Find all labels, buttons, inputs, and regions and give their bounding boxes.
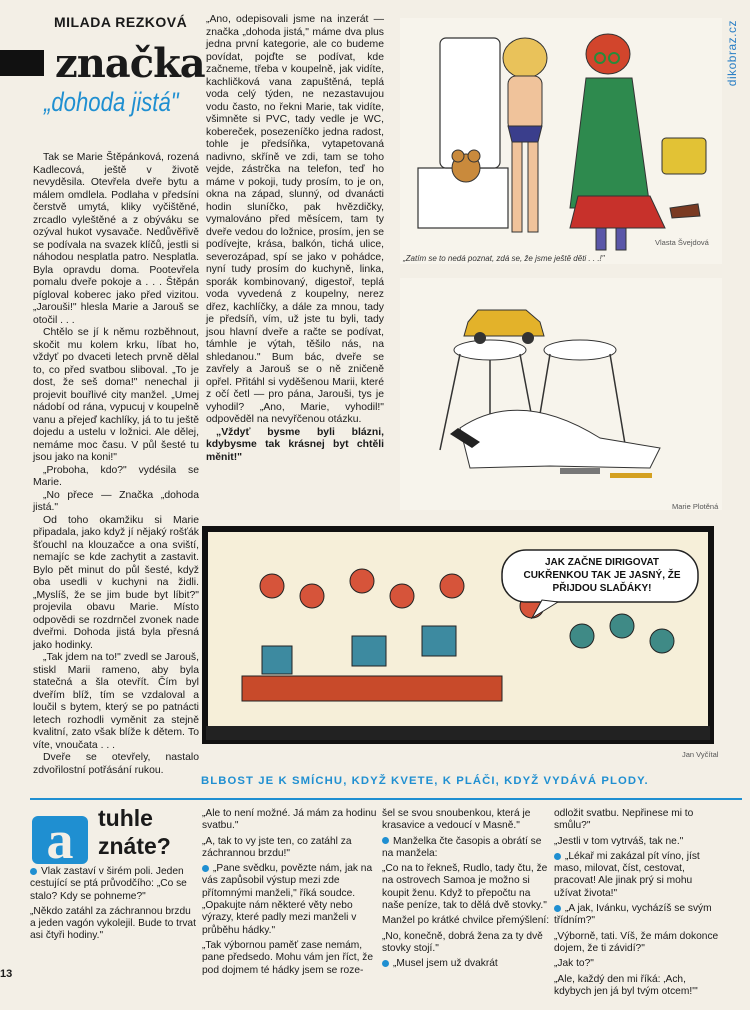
cartoon-illustration	[400, 18, 722, 264]
bullet-icon	[30, 868, 37, 875]
paragraph-punchline: „Vždyť bysme byli blázni, kdybysme tak krásnej byt chtěli měnit!"	[206, 426, 384, 463]
paragraph: „Proboha, kdo?" vydésila se Marie.	[33, 464, 199, 488]
joke-line: „Musel jsem už dvakrát	[382, 958, 550, 970]
joke-line: „Tak výbornou paměť zase nemám, pane předsedo. Mohu vám jen říct, že pod dojmem té hádky jsem se roze-	[202, 939, 374, 976]
logo-letter: a	[46, 810, 74, 870]
joke-line: „Jestli v tom vytrváš, tak ne."	[554, 835, 684, 847]
cartoon-caption: „Zatím se to nedá poznat, zdá se, že jsme ještě děti . . .!"	[403, 254, 605, 263]
paragraph: Od toho okamžiku si Marie připadala, jako když jí nějaký rošťák šťouchl na klouzačce a ona sviští, nemajíc se kde zachytit a zastavit. Bylo pět minut do půl šesté, když oba usedli v kuchyni na židli. „Myslíš, že se jim bude byt líbit?" projevila obavu Marie. Místo odpovědi se rozdrnčel zvonek nade dveřmi. Dohoda jistá byla přesná jako hodinky.	[33, 514, 199, 651]
bullet-icon	[554, 853, 561, 860]
paragraph: Tak se Marie Štěpánková, rozená Kadlecová, ještě v životě nevyděsila. Otevřela dveře bytu a málem omdlela. Podlaha v předsíni čerstvě umytá, kliky vyčištěné, zrcadlo vyleštěné a z obýváku se ozýval hukot vysavače. Nedůvěřivě se podívala na svazek klíčů, jestli si náhodou nesplatla patro. Nesplatla. Byla opravdu doma. Pootevřela pomalu dveře pokoje a . . . Štěpán pígloval koberec jako před vizitou. „Jarouši!" hlesla Marie a Jarouš se otočil . . .	[33, 152, 199, 326]
paragraph: „Ano, odepisovali jsme na inzerát — značka „dohoda jistá," máme dva plus jedna první kategorie, ale co budeme povídat, pojďte se podívat, kde začneme, třeba v koupelně, jak vidíte, kachličková vana zapuštěná, teplá voda celý týden, ne nezastavujou vodu často, no řekni Marie, tak vidíte, všimněte si PVC, tady vedle je WC, kobereček, posezeníčko jedna radost, tohle je předsíňka, vytapetovaná nadivno, skříně ve zdi, tam se toho vejde, zástrčka na telefon, teď ho máme v pokoji, tudy prosím, to je on, okna na západ, slunný, od dvanácti hodin sluníčko, pak hvězdičky, vymalováno před měsícem, tam ty dveře vedou do ložnice, prosím, jen se podívejte, krása, balkón, tichá ulice, severozápad, spí se jako v pohádce, nyní tudy prosím do kuchyně, linka, sporák kombinovaný, digestoř, teplá voda vyvedená z koupelny, nerez dřez, kachlíčky, a dále za mnou, tady je předsíň, vím, už jste tu byli, tady jsou hlavní dveře a račte se podívat, támhle je výtah, těšilo nás, na shledanou." Bum bác, dveře se zavřely a Jarouš se o ně zničeně opřel. Přitáhl si vyděšenou Marii, které z očí četl — pro pána, Jarouši, tys je vyhodil? „Ano, Marie, vyhodil!" odpověděl na nevyřčenou otázku.	[206, 14, 384, 425]
joke-line: „Výborně, tati. Víš, že mám dokonce dojem, že ti závidí?"	[554, 930, 719, 954]
joke-line: „A, tak to vy jste ten, co zatáhl za záchrannou brzdu!"	[202, 835, 352, 859]
cartoon-orchestra	[202, 526, 714, 744]
site-watermark: dikobraz.cz	[725, 20, 739, 87]
joke-line: Vlak zastaví v širém poli. Jeden cestující se ptá průvodčího: „Co se stalo? Kdy se pohneme?"	[30, 866, 187, 902]
page-number: 13	[0, 968, 13, 980]
paragraph: „No přece — Značka „dohoda jistá."	[33, 489, 199, 513]
article-subtitle: „dohoda jistá"	[44, 87, 179, 117]
cartoon-children-undressing	[400, 18, 722, 264]
paragraph: „Tak jdem na to!" zvedl se Jarouš, stiskl Marii rameno, aby byla statečná a šla otevřít. Čím byl dveřím blíž, tím se vzdaloval a loučil s bytem, který se po patnácti letech rozhodli vyměnit za stejně kvalitní, zato však blíže k dětem. To víte, vnoučata . . .	[33, 652, 199, 751]
author-name: MILADA REZKOVÁ	[54, 14, 188, 30]
paragraph: Chtělo se jí k němu rozběhnout, skočit mu kolem krku, líbat ho, vždyť po dvaceti letech prvně dělal to, co před svatbou sliboval. „To je dost, že seš doma!" nenechal ji projevit bouřlivé city manžel. „Umej nádobí od rána, vypucuj v koupelně vanu a přejeď kachlíky, já to tu ještě dojedu a ustelu v ložnici. Ale dělej, nemáme moc času. V půl šesté tu jsou jako na koni!"	[33, 327, 199, 463]
jokes-column-1	[30, 866, 196, 946]
bullet-icon	[554, 905, 561, 912]
bullet-icon	[202, 865, 209, 872]
article-title: značka	[55, 40, 205, 87]
joke-line: „Lékař mi zakázal pít víno, jíst maso, milovat, číst, cestovat, pracovat! Ale jinak prý si mohu užívat života!"	[554, 850, 700, 899]
jokes-column-3	[382, 808, 550, 974]
cartoon-credit: Vlasta Švejdová	[655, 238, 709, 247]
a-logo-icon	[28, 808, 92, 870]
section-divider	[30, 798, 742, 800]
joke-line: „Jak to?"	[554, 958, 594, 970]
joke-line: Manžel po krátké chvilce přemýšlení:	[382, 915, 550, 927]
jokes-column-2	[202, 808, 377, 980]
joke-line: „Ale to není možné. Já mám za hodinu svatbu."	[202, 808, 377, 832]
joke-line: „Někdo zatáhl za záchrannou brzdu a jeden vagón vykolejil. Bude to trvat asi čtyři hodiny."	[30, 905, 196, 942]
joke-line: „Ale, každý den mi říká: ‚Ach, kdybych jen já byl tvým otcem!'"	[554, 973, 698, 997]
joke-line: „A jak, Ivánku, vycházíš se svým třídním?"	[554, 903, 712, 927]
jokes-column-4	[554, 808, 722, 1001]
jokes-heading-line1: tuhle	[98, 805, 153, 831]
joke-line: „No, konečně, dobrá žena za ty dvě stovky stojí."	[382, 930, 543, 954]
joke-line: Manželka čte časopis a obrátí se na manžela:	[382, 835, 542, 859]
paragraph: Dveře se otevřely, nastalo zdvořilostní potřásání rukou.	[33, 752, 199, 776]
joke-line: odložit svatbu. Nepřinese mi to smůlu?"	[554, 808, 694, 832]
article-column-2	[206, 14, 384, 464]
cartoon-stool-car	[400, 278, 722, 510]
cartoon-illustration	[400, 278, 722, 510]
speech-bubble: JAK ZAČNE DIRIGOVAT CUKŘENKOU TAK JE JASNÝ, ŽE PŘIJDOU SLAĎÁKY!	[523, 557, 681, 594]
bullet-icon	[382, 960, 389, 967]
joke-line: „Pane svědku, povězte nám, jak na vás zapůsobil výstup mezi zde přítomnými manželi," říká soudce. „Opakujte nám některé věty nebo výrazy, které padly mezi manželi v průběhu hádky."	[202, 863, 373, 936]
joke-line: „Co na to řekneš, Rudlo, tady čtu, že na ostrovech Samoa je možno si koupit ženu. Když to přepočtu na naše peníze, tak to dělá dvě stovky."	[382, 863, 548, 912]
cartoon-credit: Jan Vyčítal	[682, 750, 719, 759]
title-bar-decoration	[0, 50, 44, 76]
article-column-1	[33, 152, 199, 777]
bullet-icon	[382, 837, 389, 844]
cartoon-credit: Marie Plotěná	[672, 502, 719, 511]
motto: BLBOST JE K SMÍCHU, KDYŽ KVETE, K PLÁČI, KDYŽ VYDÁVÁ PLODY.	[201, 775, 649, 787]
jokes-heading-line2: znáte?	[98, 833, 171, 859]
joke-line: šel se svou snoubenkou, která je krasavice a vedoucí v Masně."	[382, 808, 531, 832]
